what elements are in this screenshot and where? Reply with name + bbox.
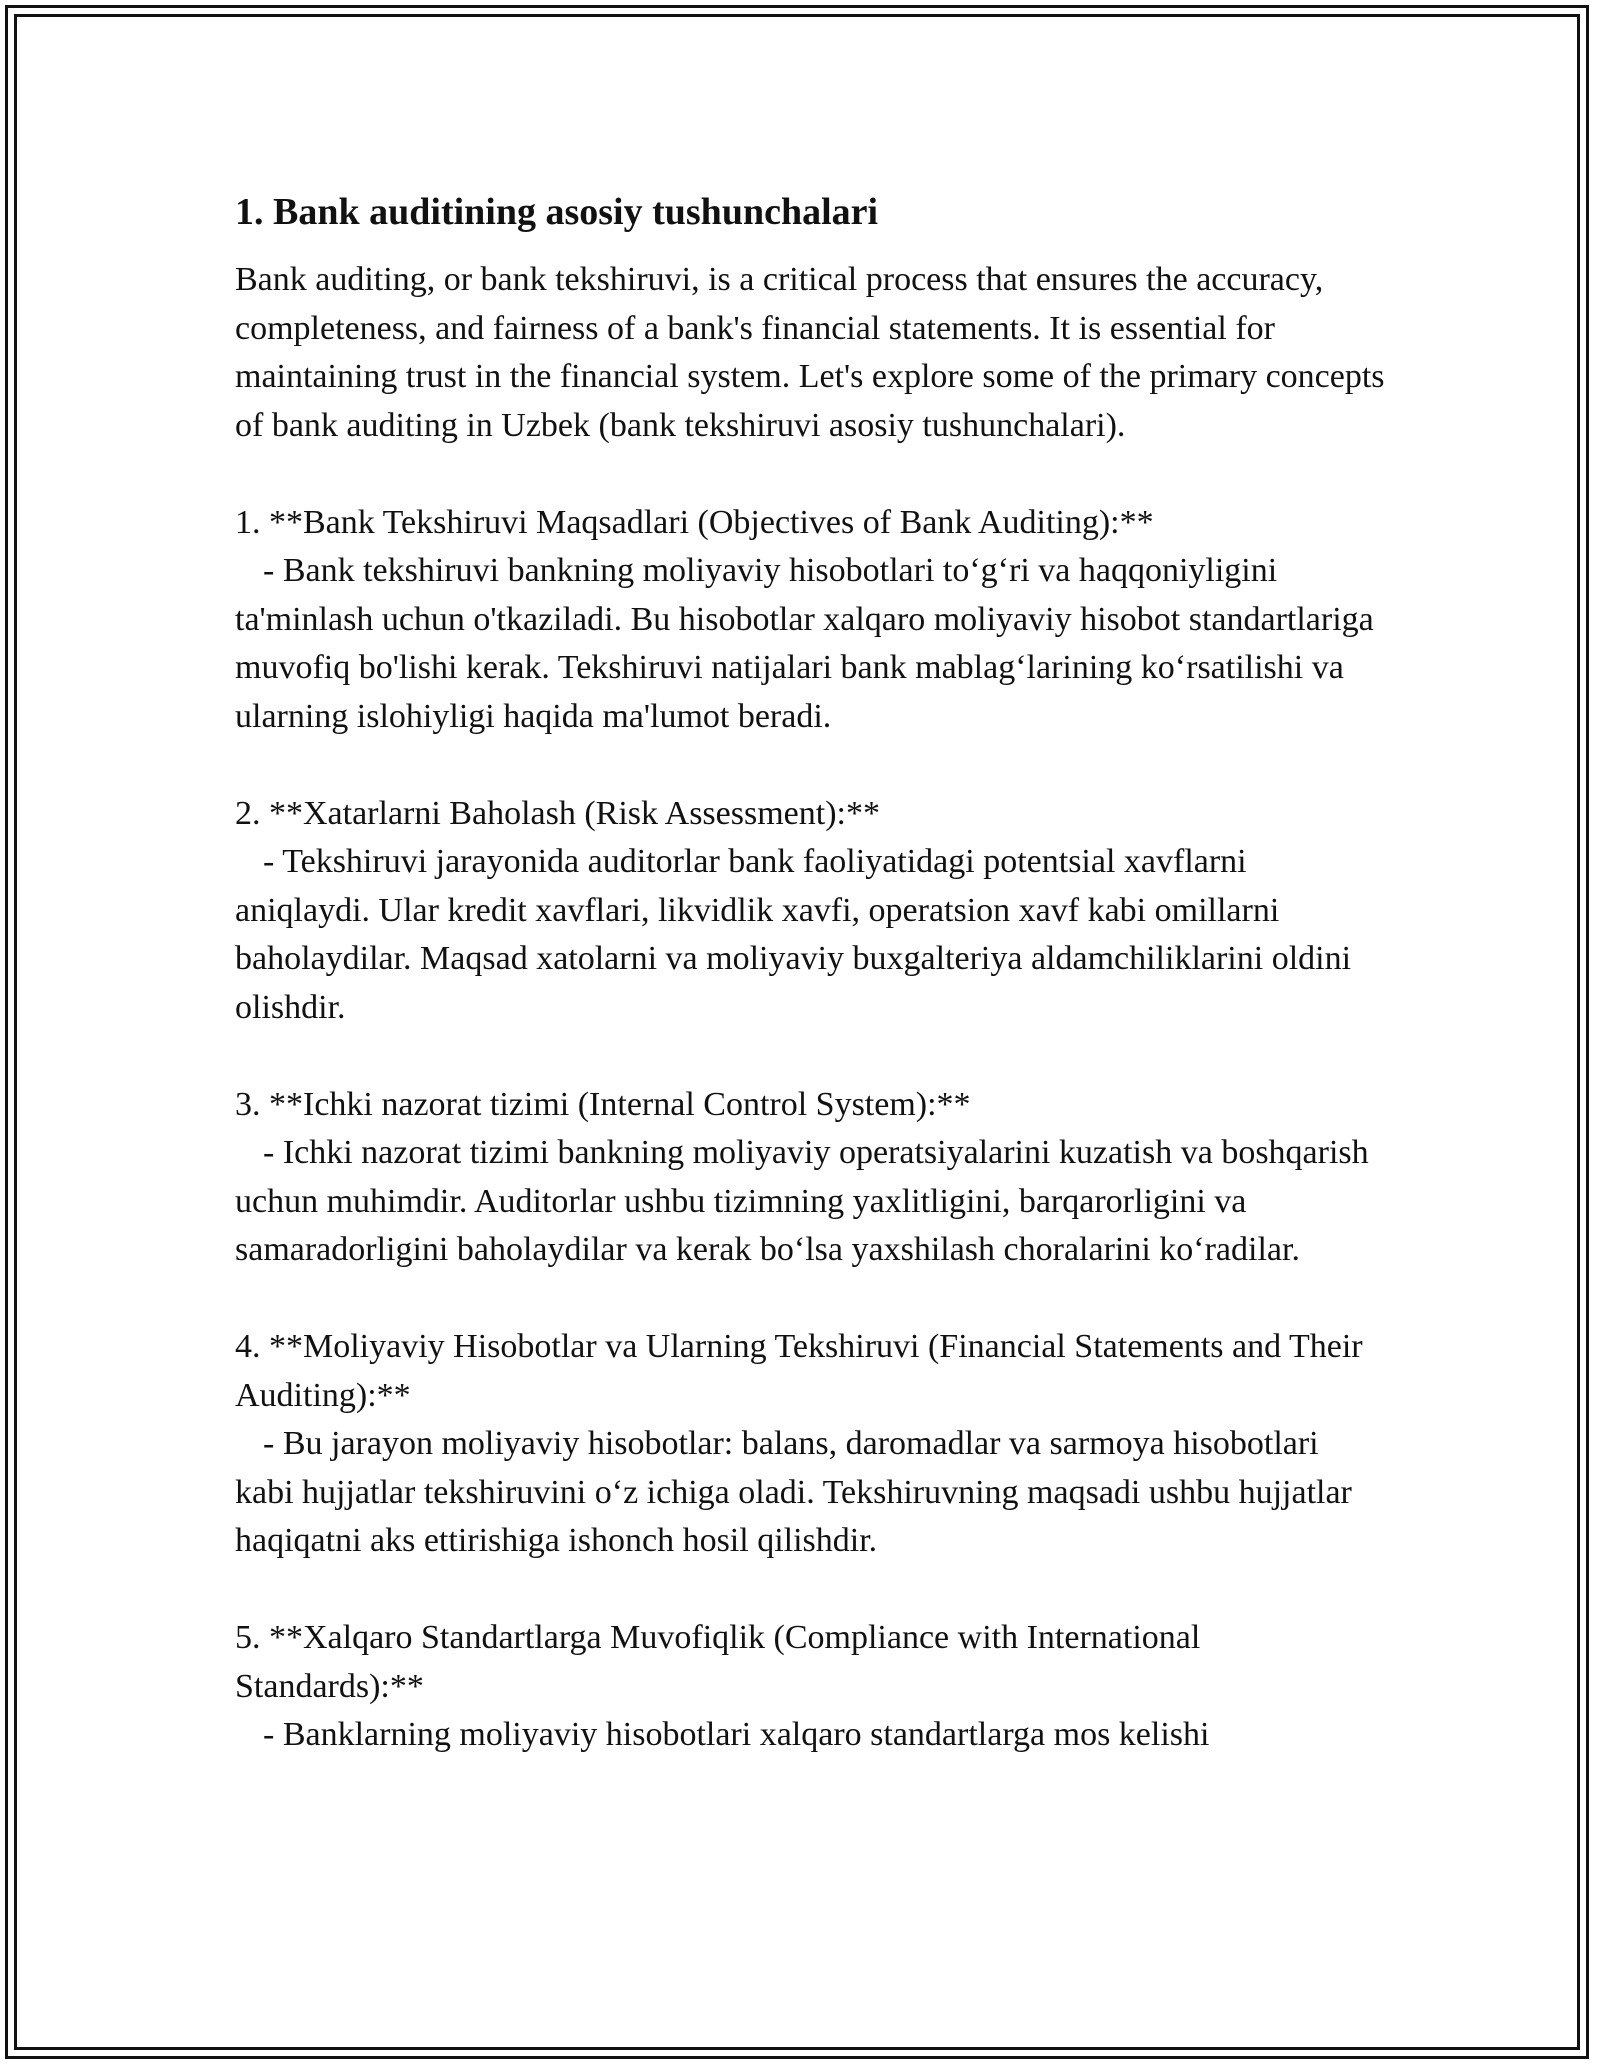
paragraph-gap — [235, 741, 1385, 790]
section-internal-control — [235, 1081, 1385, 1275]
paragraph-gap — [235, 450, 1385, 499]
paragraph-gap — [235, 1032, 1385, 1081]
document-body — [235, 186, 1394, 1760]
section-body: - Banklarning moliyaviy hisobotlari xalqaro standartlarga mos kelishi — [263, 1716, 1210, 1753]
intro-paragraph: Bank auditing, or bank tekshiruvi, is a critical process that ensures the accuracy, completeness, and fairness of a bank's financial statements. It is essential for maintaining trust in the financial system. Let's explore some of the primary concepts of bank auditing in Uzbek (bank tekshiruvi asosiy tushunchalari). — [235, 261, 1394, 444]
section-title: 1. **Bank Tekshiruvi Maqsadlari (Objectives of Bank Auditing):** — [235, 503, 1154, 541]
paragraph-gap — [235, 1566, 1385, 1615]
section-title: 4. **Moliyaviy Hisobotlar va Ularning Tekshiruvi (Financial Statements and Their Auditing):** — [235, 1328, 1370, 1414]
section-compliance — [235, 1614, 1385, 1760]
section-title: 5. **Xalqaro Standartlarga Muvofiqlik (Compliance with International Standards):** — [235, 1619, 1209, 1705]
document-heading: 1. Bank auditining asosiy tushunchalari — [235, 191, 879, 233]
section-title: 3. **Ichki nazorat tizimi (Internal Control System):** — [235, 1085, 971, 1123]
section-objectives — [235, 499, 1385, 742]
section-risk-assessment — [235, 790, 1385, 1033]
section-body: - Tekshiruvi jarayonida auditorlar bank faoliyatidagi potentsial xavflarni aniqlaydi. Ular kredit xavflari, likvidlik xavfi, operatsion xavf kabi omillarni baholaydilar. Maqsad xatolarni va moliyaviy buxgalteriya aldamchiliklarini oldini olishdir. — [235, 843, 1360, 1026]
section-body: - Bu jarayon moliyaviy hisobotlar: balans, daromadlar va sarmoya hisobotlari kabi hujjatlar tekshiruvini o‘z ichiga oladi. Tekshiruvning maqsadi ushbu hujjatlar haqiqatni aks ettirishiga ishonch hosil qilishdir. — [235, 1425, 1361, 1559]
paragraph-gap — [235, 1275, 1385, 1324]
section-body: - Bank tekshiruvi bankning moliyaviy hisobotlari to‘g‘ri va haqqoniyligini ta'minlash uchun o'tkaziladi. Bu hisobotlar xalqaro moliyaviy hisobot standartlariga muvofiq bo'lishi kerak. Tekshiruvi natijalari bank mablag‘larining ko‘rsatilishi va ularning islohiyligi haqida ma'lumot beradi. — [235, 552, 1383, 735]
section-body: - Ichki nazorat tizimi bankning moliyaviy operatsiyalarini kuzatish va boshqarish uchun muhimdir. Auditorlar ushbu tizimning yaxlitligini, barqarorligini va samaradorligini baholaydilar va kerak bo‘lsa yaxshilash choralarini ko‘radilar. — [235, 1134, 1378, 1268]
section-financial-statements — [235, 1323, 1385, 1566]
section-title: 2. **Xatarlarni Baholash (Risk Assessment):** — [235, 794, 880, 832]
